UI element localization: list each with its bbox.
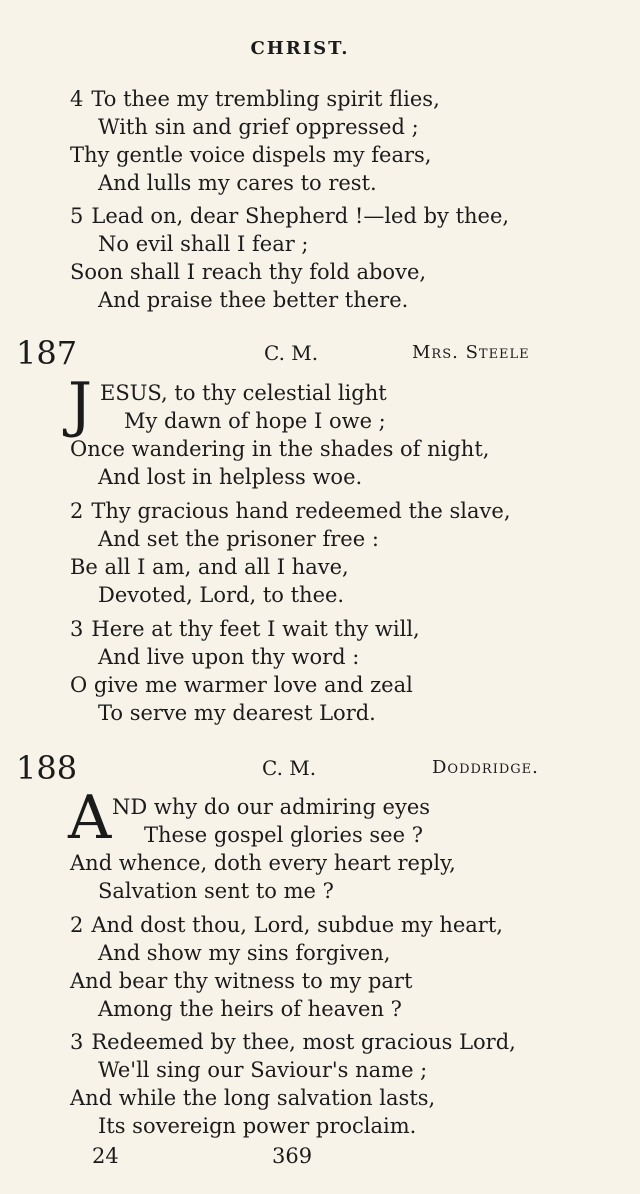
verse-line: Soon shall I reach thy fold above,: [70, 260, 427, 284]
drop-cap: J: [68, 370, 93, 440]
verse-line: ND why do our admiring eyes: [112, 795, 431, 819]
verse-line: These gospel glories see ?: [144, 823, 423, 847]
verse-line: Its sovereign power proclaim.: [98, 1114, 417, 1138]
running-head: CHRIST.: [250, 38, 350, 59]
verse-line: And lulls my cares to rest.: [98, 171, 377, 195]
hymn-meter: C. M.: [262, 756, 317, 780]
hymn-number: 187: [16, 334, 78, 372]
verse-line: With sin and grief oppressed ;: [98, 115, 419, 139]
verse-line: Be all I am, and all I have,: [70, 555, 349, 579]
verse-line: And set the prisoner free :: [98, 527, 379, 551]
verse-line: Once wandering in the shades of night,: [70, 437, 490, 461]
verse-line: Thy gentle voice dispels my fears,: [70, 143, 432, 167]
verse-line: 3 Redeemed by thee, most gracious Lord,: [70, 1030, 516, 1054]
hymn-187-header: [0, 333, 600, 373]
verse-line: And lost in helpless woe.: [98, 465, 363, 489]
verse-line: And while the long salvation lasts,: [70, 1086, 436, 1110]
verse-line: My dawn of hope I owe ;: [124, 409, 386, 433]
verse-line: O give me warmer love and zeal: [70, 673, 413, 697]
verse-line: No evil shall I fear ;: [98, 232, 309, 256]
verse-line: 5 Lead on, dear Shepherd !—led by thee,: [70, 204, 510, 228]
hymn-meter: C. M.: [264, 341, 319, 365]
verse-line: 2 Thy gracious hand redeemed the slave,: [70, 499, 511, 523]
verse-line: ESUS, to thy celestial light: [100, 381, 387, 405]
verse-line: 3 Here at thy feet I wait thy will,: [70, 617, 420, 641]
verse-line: To serve my dearest Lord.: [98, 701, 376, 725]
verse-number: 5: [70, 204, 84, 228]
hymn-author: Mrs. Steele: [412, 342, 530, 363]
verse-line: Salvation sent to me ?: [98, 879, 334, 903]
verse-line: And whence, doth every heart reply,: [70, 851, 456, 875]
verse-line: We'll sing our Saviour's name ;: [98, 1058, 428, 1082]
drop-cap: A: [68, 783, 112, 853]
verse-number: 2: [70, 499, 84, 523]
verse-line: And show my sins forgiven,: [98, 941, 391, 965]
verse-line: 4 To thee my trembling spirit flies,: [70, 87, 440, 111]
verse-number: 3: [70, 617, 84, 641]
verse-line: And praise thee better there.: [98, 288, 409, 312]
hymn-author: Doddridge.: [432, 757, 539, 778]
verse-number: 2: [70, 913, 84, 937]
verse-line: Devoted, Lord, to thee.: [98, 583, 345, 607]
hymn-188-header: [0, 748, 600, 788]
page-number: 369: [272, 1144, 313, 1168]
signature-mark: 24: [92, 1144, 119, 1168]
verse-line: Among the heirs of heaven ?: [98, 997, 402, 1021]
verse-number: 3: [70, 1030, 84, 1054]
hymn-number: 188: [16, 749, 78, 787]
verse-line: And live upon thy word :: [98, 645, 360, 669]
verse-number: 4: [70, 87, 84, 111]
verse-line: 2 And dost thou, Lord, subdue my heart,: [70, 913, 503, 937]
verse-line: And bear thy witness to my part: [70, 969, 413, 993]
